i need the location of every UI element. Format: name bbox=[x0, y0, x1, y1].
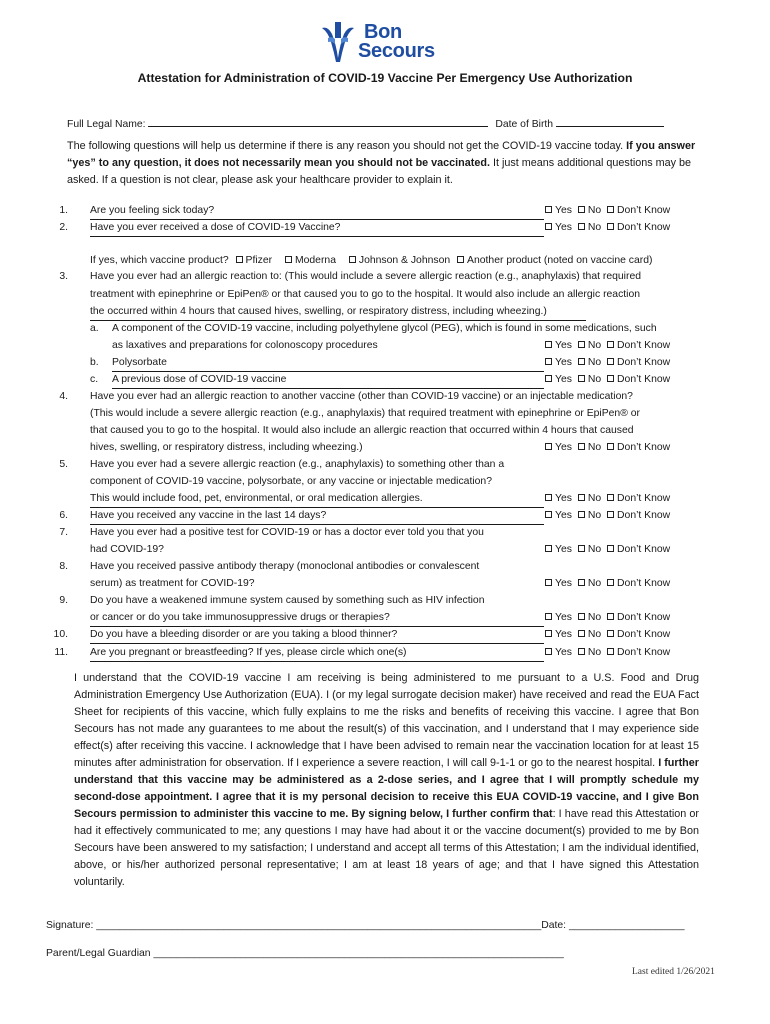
question-number: 11. bbox=[54, 647, 68, 658]
no-label: No bbox=[587, 578, 602, 589]
logo-text-secours: Secours bbox=[358, 40, 435, 62]
dont-know-checkbox[interactable] bbox=[607, 341, 614, 348]
question-3a-line-2: as laxatives and preparations for colonoscopy procedures bbox=[112, 340, 378, 351]
vaccine-product-label: If yes, which vaccine product? bbox=[90, 255, 229, 266]
question-number: 10. bbox=[53, 629, 68, 640]
answer-options-q2 bbox=[545, 220, 670, 236]
statement-bold: I further understand that this vaccine may be administered as a 2-dose series, and I agree that I will promptly schedule my second-dose appointment. I agree that it is my personal decision to receive this EUA COVID-19 vaccine, and I give Bon Secours permission to administer this vaccine to me. By signing below, I further confirm that bbox=[74, 757, 699, 820]
question-3a-line-1: A component of the COVID-19 vaccine, including polyethylene glycol (PEG), which is found in some medications, such bbox=[112, 323, 657, 334]
yes-checkbox[interactable] bbox=[545, 579, 552, 586]
dont-know-checkbox[interactable] bbox=[607, 494, 614, 501]
question-5-line-1: Have you ever had a severe allergic reaction (e.g., anaphylaxis) to something other than a bbox=[90, 459, 505, 470]
question-4-line-3: that caused you to go to the hospital. It would also include an allergic reaction that occurred within 4 hours that caused bbox=[90, 425, 634, 436]
last-edited-note: Last edited 1/26/2021 bbox=[632, 967, 715, 977]
no-checkbox[interactable] bbox=[578, 648, 585, 655]
guardian-row[interactable] bbox=[46, 946, 564, 962]
answer-options-q10 bbox=[545, 627, 670, 643]
question-9-line-2: or cancer or do you take immunosuppressive drugs or therapies? bbox=[90, 610, 544, 627]
intro-text-1: The following questions will help us determine if there is any reason you should not get the COVID-19 vaccine today. bbox=[67, 140, 627, 152]
yes-label: Yes bbox=[555, 647, 572, 658]
another-product-checkbox[interactable] bbox=[457, 256, 464, 263]
yes-label: Yes bbox=[555, 205, 572, 216]
question-4-line-4: hives, swelling, or respiratory distress, including wheezing.) bbox=[90, 442, 363, 453]
intro-text-2: It just means additional questions may be asked. If a question is not clear, please ask your healthcare provider to explain it. bbox=[67, 157, 692, 186]
question-text: Are you feeling sick today? bbox=[90, 203, 544, 220]
question-3c-letter: c. bbox=[90, 374, 99, 385]
question-number: 6. bbox=[59, 510, 68, 521]
no-label: No bbox=[587, 374, 602, 385]
dont-know-checkbox[interactable] bbox=[607, 375, 614, 382]
johnson-checkbox[interactable] bbox=[349, 256, 356, 263]
yes-checkbox[interactable] bbox=[545, 648, 552, 655]
page-title: Attestation for Administration of COVID-19 Vaccine Per Emergency Use Authorization bbox=[137, 71, 633, 85]
no-checkbox[interactable] bbox=[578, 341, 585, 348]
no-checkbox[interactable] bbox=[578, 358, 585, 365]
no-checkbox[interactable] bbox=[578, 630, 585, 637]
no-label: No bbox=[587, 612, 602, 623]
no-checkbox[interactable] bbox=[578, 375, 585, 382]
dont-know-checkbox[interactable] bbox=[607, 630, 614, 637]
questions-list bbox=[48, 203, 748, 663]
dont-know-checkbox[interactable] bbox=[607, 358, 614, 365]
question-3b-text: Polysorbate bbox=[112, 355, 544, 372]
signature-row[interactable] bbox=[46, 918, 685, 934]
answer-options-q6 bbox=[545, 508, 670, 524]
no-checkbox[interactable] bbox=[578, 494, 585, 501]
dont-know-checkbox[interactable] bbox=[607, 613, 614, 620]
question-text: Have you ever received a dose of COVID-19 Vaccine? bbox=[90, 220, 544, 237]
yes-label: Yes bbox=[555, 612, 572, 623]
answer-options-q3b bbox=[545, 355, 670, 371]
dont-know-label: Don’t Know bbox=[617, 647, 671, 658]
question-3-line-1: Have you ever had an allergic reaction to: (This would include a severe allergic reaction (e.g., anaphylaxis) that required bbox=[90, 271, 641, 282]
question-3a-letter: a. bbox=[90, 323, 99, 334]
dont-know-label: Don’t Know bbox=[617, 222, 671, 233]
date-of-birth-label: Date of Birth bbox=[495, 119, 554, 130]
question-number: 8. bbox=[59, 561, 68, 572]
question-3b-letter: b. bbox=[90, 357, 99, 368]
yes-label: Yes bbox=[555, 222, 572, 233]
dont-know-label: Don’t Know bbox=[617, 629, 671, 640]
dont-know-label: Don’t Know bbox=[617, 544, 671, 555]
no-checkbox[interactable] bbox=[578, 443, 585, 450]
no-label: No bbox=[587, 493, 602, 504]
question-4-line-1: Have you ever had an allergic reaction to another vaccine (other than COVID-19 vaccine) or an injectable medication? bbox=[90, 391, 633, 402]
full-legal-name-label: Full Legal Name: bbox=[67, 119, 146, 130]
logo-text-bon: Bon bbox=[364, 21, 402, 43]
yes-label: Yes bbox=[555, 340, 572, 351]
yes-checkbox[interactable] bbox=[545, 511, 552, 518]
question-number: 1. bbox=[59, 205, 68, 216]
question-4-line-2: (This would include a severe allergic reaction (e.g., anaphylaxis) that required treatment with epinephrine or EpiPen® or bbox=[90, 408, 640, 419]
no-checkbox[interactable] bbox=[578, 223, 585, 230]
yes-checkbox[interactable] bbox=[545, 613, 552, 620]
yes-label: Yes bbox=[555, 544, 572, 555]
another-product-label: Another product (noted on vaccine card) bbox=[467, 255, 653, 266]
full-legal-name-row bbox=[67, 115, 664, 133]
yes-label: Yes bbox=[555, 442, 572, 453]
no-label: No bbox=[587, 647, 602, 658]
yes-label: Yes bbox=[555, 578, 572, 589]
question-number: 4. bbox=[59, 391, 68, 402]
dont-know-checkbox[interactable] bbox=[607, 443, 614, 450]
question-number: 2. bbox=[59, 222, 68, 233]
yes-checkbox[interactable] bbox=[545, 223, 552, 230]
dont-know-label: Don’t Know bbox=[617, 442, 671, 453]
no-checkbox[interactable] bbox=[578, 206, 585, 213]
moderna-label: Moderna bbox=[294, 255, 336, 266]
question-3-line-3: the occurred within 4 hours that caused hives, swelling, or respiratory distress, including wheezing.) bbox=[90, 304, 586, 321]
johnson-label: Johnson & Johnson bbox=[358, 255, 451, 266]
dont-know-label: Don’t Know bbox=[617, 493, 671, 504]
question-number: 3. bbox=[59, 271, 68, 282]
question-number: 9. bbox=[59, 595, 68, 606]
statement-text-2: : I have read this Attestation or had it effectively communicated to me; any questions I may have had about it or the vaccine document(s) provided to me by Bon Secours have been answered to my satisfaction; I understand and accept all terms of this Attestation; I am the individual identified, above, or his/her authorized personal representative; I am at least 18 years of age; and that I have signed this Attestation voluntarily. bbox=[74, 808, 700, 888]
vaccine-product-row bbox=[90, 253, 652, 269]
dont-know-label: Don’t Know bbox=[617, 510, 671, 521]
yes-checkbox[interactable] bbox=[545, 375, 552, 382]
answer-options-q3a bbox=[545, 338, 670, 354]
no-label: No bbox=[587, 442, 602, 453]
no-label: No bbox=[587, 629, 602, 640]
dont-know-checkbox[interactable] bbox=[607, 545, 614, 552]
question-5-line-2: component of COVID-19 vaccine, polysorbate, or any vaccine or injectable medication? bbox=[90, 476, 492, 487]
no-label: No bbox=[587, 340, 602, 351]
moderna-checkbox[interactable] bbox=[285, 256, 292, 263]
answer-options-q1 bbox=[545, 203, 670, 219]
answer-options-q4 bbox=[545, 440, 670, 456]
signature-field[interactable]: Signature: _____________________________________________________________________________ bbox=[46, 920, 542, 931]
question-8-line-2: serum) as treatment for COVID-19? bbox=[90, 578, 255, 589]
intro-paragraph bbox=[67, 138, 719, 189]
yes-checkbox[interactable] bbox=[545, 206, 552, 213]
date-of-birth-field[interactable] bbox=[556, 115, 664, 127]
bon-secours-cross-icon bbox=[318, 20, 358, 64]
full-legal-name-field[interactable] bbox=[148, 115, 488, 127]
question-5-line-3: This would include food, pet, environmental, or oral medication allergies. bbox=[90, 491, 544, 508]
question-number: 7. bbox=[59, 527, 68, 538]
dont-know-label: Don’t Know bbox=[617, 578, 671, 589]
no-label: No bbox=[587, 510, 602, 521]
question-3c-text: A previous dose of COVID-19 vaccine bbox=[112, 372, 544, 389]
dont-know-label: Don’t Know bbox=[617, 205, 671, 216]
question-10-text: Do you have a bleeding disorder or are you taking a blood thinner? bbox=[90, 627, 544, 644]
answer-options-q7 bbox=[545, 542, 670, 558]
question-6-text: Have you received any vaccine in the last 14 days? bbox=[90, 508, 544, 525]
no-label: No bbox=[587, 357, 602, 368]
answer-options-q9 bbox=[545, 610, 670, 626]
pfizer-checkbox[interactable] bbox=[236, 256, 243, 263]
question-9-line-1: Do you have a weakened immune system caused by something such as HIV infection bbox=[90, 595, 485, 606]
question-11-text: Are you pregnant or breastfeeding? If yes, please circle which one(s) bbox=[90, 645, 544, 662]
question-number: 5. bbox=[59, 459, 68, 470]
bon-secours-logo bbox=[318, 20, 458, 66]
dont-know-checkbox[interactable] bbox=[607, 206, 614, 213]
attestation-statement bbox=[74, 670, 699, 891]
yes-label: Yes bbox=[555, 374, 572, 385]
dont-know-checkbox[interactable] bbox=[607, 223, 614, 230]
no-label: No bbox=[587, 205, 602, 216]
no-checkbox[interactable] bbox=[578, 511, 585, 518]
statement-text-1: I understand that the COVID-19 vaccine I am receiving is being administered to me pursuant to a U.S. Food and Drug Administration Emergency Use Authorization (EUA). I (or my legal surrogate decision maker) have received and read the EUA Fact Sheet for recipients of this vaccine, which fully explains to me the risks and benefits of receiving this vaccine. I agree that Bon Secours has not made any guarantees to me about the result(s) of this vaccination, and I understand that I may experience side effect(s) after receiving this vaccine. I acknowledge that I have been advised to remain near the vaccination location for at least 15 minutes after administration for observation. If I experience a severe reaction, I will call 9-1-1 or go to the nearest hospital. bbox=[74, 672, 699, 769]
dont-know-label: Don’t Know bbox=[617, 374, 671, 385]
no-label: No bbox=[587, 222, 602, 233]
question-7-line-1: Have you ever had a positive test for COVID-19 or has a doctor ever told you that you bbox=[90, 527, 484, 538]
dont-know-checkbox[interactable] bbox=[607, 648, 614, 655]
no-checkbox[interactable] bbox=[578, 613, 585, 620]
no-checkbox[interactable] bbox=[578, 579, 585, 586]
pfizer-label: Pfizer bbox=[245, 255, 273, 266]
dont-know-checkbox[interactable] bbox=[607, 579, 614, 586]
answer-options-q3c bbox=[545, 372, 670, 388]
no-checkbox[interactable] bbox=[578, 545, 585, 552]
yes-checkbox[interactable] bbox=[545, 358, 552, 365]
question-8-line-1: Have you received passive antibody therapy (monoclonal antibodies or convalescent bbox=[90, 561, 480, 572]
yes-checkbox[interactable] bbox=[545, 494, 552, 501]
yes-checkbox[interactable] bbox=[545, 341, 552, 348]
answer-options-q5 bbox=[545, 491, 670, 507]
no-label: No bbox=[587, 544, 602, 555]
yes-checkbox[interactable] bbox=[545, 630, 552, 637]
parent-guardian-field[interactable]: Parent/Legal Guardian _______________________________________________________________________ bbox=[46, 948, 564, 959]
yes-label: Yes bbox=[555, 357, 572, 368]
date-field[interactable]: Date: ____________________ bbox=[541, 920, 685, 931]
yes-label: Yes bbox=[555, 629, 572, 640]
dont-know-label: Don’t Know bbox=[617, 357, 671, 368]
yes-checkbox[interactable] bbox=[545, 545, 552, 552]
yes-checkbox[interactable] bbox=[545, 443, 552, 450]
question-7-line-2: had COVID-19? bbox=[90, 544, 164, 555]
yes-label: Yes bbox=[555, 493, 572, 504]
question-3-line-2: treatment with epinephrine or EpiPen® or that caused you to go to the hospital. It would also include an allergic reaction bbox=[90, 289, 641, 300]
answer-options-q11 bbox=[545, 645, 670, 661]
yes-label: Yes bbox=[555, 510, 572, 521]
dont-know-checkbox[interactable] bbox=[607, 511, 614, 518]
dont-know-label: Don’t Know bbox=[617, 340, 671, 351]
answer-options-q8 bbox=[545, 576, 670, 592]
dont-know-label: Don’t Know bbox=[617, 612, 671, 623]
intro-bold: If you answer “yes” to any question, it does not necessarily mean you should not be vaccinated. bbox=[67, 140, 696, 169]
